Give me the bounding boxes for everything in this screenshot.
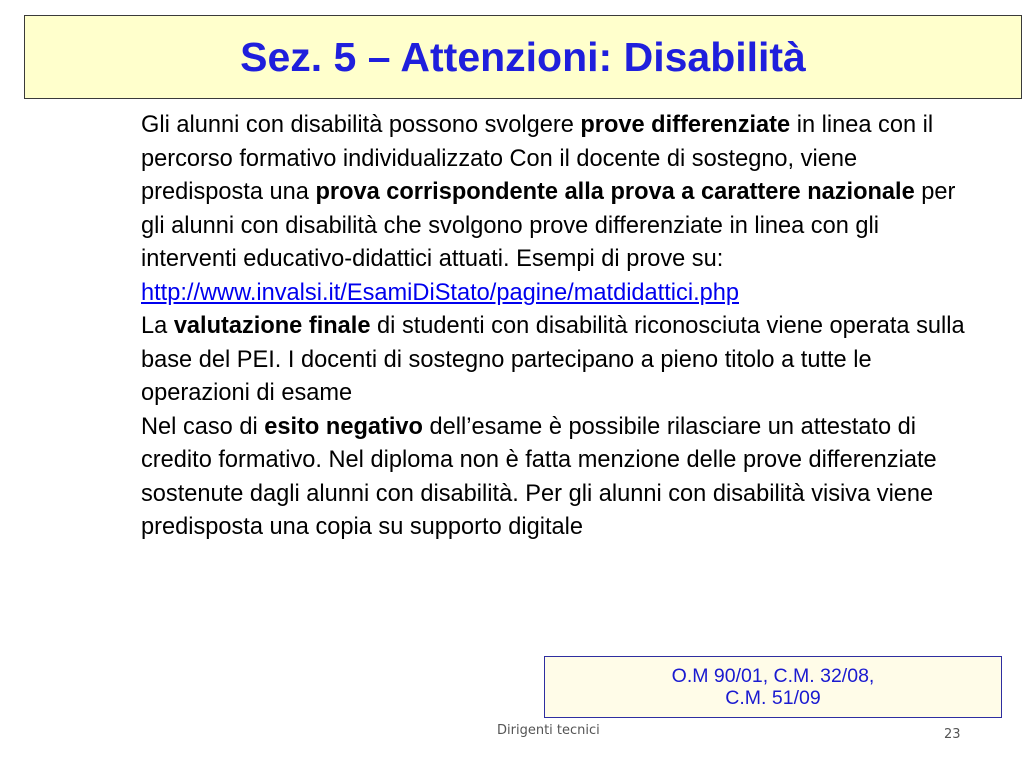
p2-text-2: di studenti con disabilità riconosciuta viene operata sulla base del PEI. I docenti di sostegno partecipano a pieno titolo a tutte le operazioni di esame: [141, 313, 965, 406]
p1-text-2: in linea con il percorso formativo individualizzato Con il docente di sostegno, viene predisposta una: [141, 112, 934, 205]
paragraph-esito-negativo: [141, 411, 981, 545]
p2-bold-valutazione-finale: valutazione finale: [173, 313, 371, 339]
p1-text-1: Gli alunni con disabilità possono svolgere: [141, 112, 581, 138]
p1-text-3: per gli alunni con disabilità che svolgono prove differenziate in linea con gli interventi educativo-didattici attuati. Esempi di prove su:: [141, 179, 956, 272]
p3-bold-esito-negativo: esito negativo: [264, 413, 423, 440]
link-paragraph: [141, 277, 981, 311]
slide-body: [141, 109, 981, 545]
invalsi-link[interactable]: http://www.invalsi.it/EsamiDiStato/pagine/matdidattici.php: [141, 279, 739, 306]
paragraph-valutazione-finale: [141, 310, 981, 411]
p3-text-1: Nel caso di: [141, 413, 265, 440]
p1-bold-prova-corrispondente: prova corrispondente alla prova a carattere nazionale: [315, 179, 915, 205]
reference-line-2: C.M. 51/09: [725, 687, 821, 709]
title-banner: [24, 15, 1022, 99]
p1-bold-prove-differenziate: prove differenziate: [580, 112, 791, 138]
paragraph-prove-differenziate: [141, 109, 981, 277]
footer-text: Dirigenti tecnici: [497, 723, 600, 738]
p2-text-1: La: [141, 313, 174, 339]
reference-box: [544, 656, 1002, 718]
reference-line-1: O.M 90/01, C.M. 32/08,: [671, 665, 875, 687]
p3-text-2: dell’esame è possibile rilasciare un attestato di credito formativo. Nel diploma non è fatta menzione delle prove differenziate sostenute dagli alunni con disabilità. Per gli alunni con disabilità visiva viene predisposta una copia su supporto digitale: [141, 413, 937, 540]
slide-title: Sez. 5 – Attenzioni: Disabilità: [240, 33, 806, 80]
page-number: 23: [944, 727, 961, 742]
